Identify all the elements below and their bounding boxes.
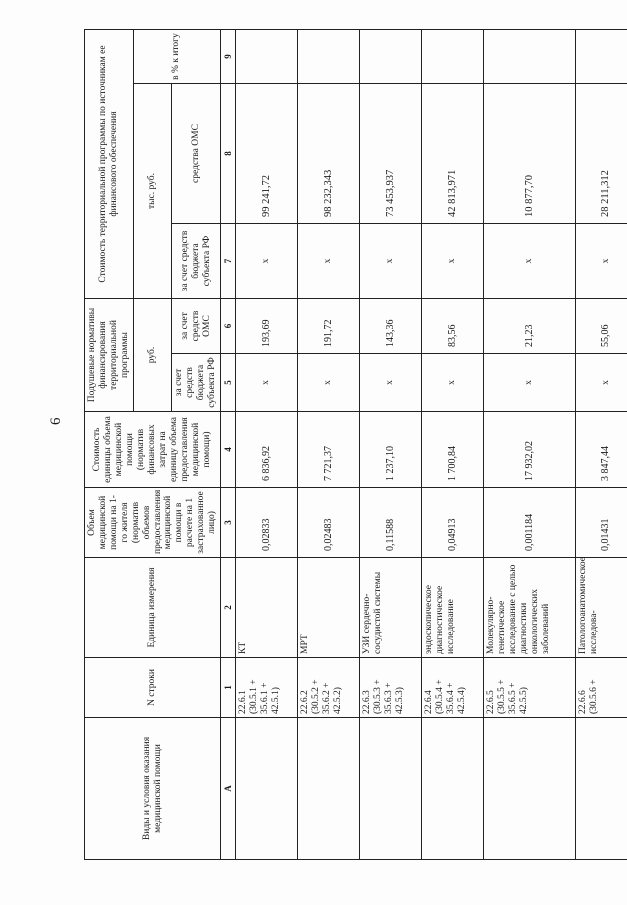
header-row-no: N строки [85,658,221,718]
cost-cell: 7 721,37 [298,412,360,488]
budget-rub-cell: х [484,354,576,412]
header-volume: Объем медицинской помощи на 1-го жителя (норматив объемов предоставления медицинской помощи в расчете на 1 застрахованное лицо) [85,488,221,558]
table-row [360,30,422,860]
table-row [422,30,484,860]
budget-rub-cell: х [422,354,484,412]
budget-rub-cell: х [360,354,422,412]
unit-cell: МРТ [298,558,360,658]
oms-thousand-cell: 99 241,72 [236,84,298,224]
type-cell [576,718,627,860]
unit-cell: эндоскопическое диагностическое исследование [422,558,484,658]
row-number-cell: 22.6.4 (30.5.4 + 35.6.4 + 42.5.4) [422,658,484,718]
column-number: 8 [221,84,236,224]
percent-cell [236,30,298,84]
table-row [484,30,576,860]
volume-cell: 0,02483 [298,488,360,558]
unit-cell: УЗИ сердечно-сосудистой системы [360,558,422,658]
column-number: 2 [221,558,236,658]
oms-thousand-cell: 98 232,343 [298,84,360,224]
row-number-cell: 22.6.2 (30.5.2 + 35.6.2 + 42.5.2) [298,658,360,718]
rotated-table-container [84,30,614,860]
table-row [298,30,360,860]
header-type: Виды и условия оказания медицинской помощи [85,718,221,860]
row-number-cell: 22.6.5 (30.5.5 + 35.6.5 + 42.5.5) [484,658,576,718]
column-number-row [221,30,236,860]
cost-cell: 6 836,92 [236,412,298,488]
header-rub: руб. [133,299,172,412]
page-number: 6 [48,417,64,425]
oms-thousand-cell: 10 877,70 [484,84,576,224]
header-percent: в % к итогу [133,30,220,84]
header-thousand-rub: тыс. руб. [133,84,172,299]
oms-thousand-cell: 42 813,971 [422,84,484,224]
column-number: 1 [221,658,236,718]
row-number-cell: 22.6.3 (30.5.3 + 35.6.3 + 42.5.3) [360,658,422,718]
header-budget-rub: за счет средств бюджета субъекта РФ [172,354,221,412]
type-cell [360,718,422,860]
unit-cell: КТ [236,558,298,658]
type-cell [236,718,298,860]
header-program-cost: Стоимость территориальной программы по источникам ее финансового обеспечения [85,30,134,299]
percent-cell [484,30,576,84]
volume-cell: 0,001184 [484,488,576,558]
table-row [576,30,627,860]
header-oms-rub: за счет средств ОМС [172,299,221,354]
oms-rub-cell: 21,23 [484,299,576,354]
medical-care-table [84,29,627,860]
budget-thousand-cell: х [576,224,627,299]
oms-rub-cell: 55,06 [576,299,627,354]
header-oms-thousand: средства ОМС [172,84,221,224]
column-number: 5 [221,354,236,412]
row-number-cell: 22.6.1 (30.5.1 + 35.6.1 + 42.5.1) [236,658,298,718]
oms-rub-cell: 193,69 [236,299,298,354]
budget-rub-cell: х [236,354,298,412]
volume-cell: 0,04913 [422,488,484,558]
cost-cell: 1 700,84 [422,412,484,488]
column-number: 3 [221,488,236,558]
column-number: А [221,718,236,860]
percent-cell [422,30,484,84]
budget-rub-cell: х [576,354,627,412]
column-number: 9 [221,30,236,84]
header-per-capita: Подушевые нормативы финансирования территориальной программы [85,299,134,412]
percent-cell [298,30,360,84]
type-cell [484,718,576,860]
cost-cell: 3 847,44 [576,412,627,488]
table-row [236,30,298,860]
header-unit: Единица измерения [85,558,221,658]
cost-cell: 1 237,10 [360,412,422,488]
budget-thousand-cell: х [422,224,484,299]
column-number: 6 [221,299,236,354]
unit-cell: Патологоанатомическое исследова- [576,558,627,658]
volume-cell: 0,01431 [576,488,627,558]
header-cost: Стоимость единицы объема медицинской помощи (норматив финансовых затрат на единицу объема предоставления медицинской помощи) [85,412,221,488]
oms-thousand-cell: 73 453,937 [360,84,422,224]
header-budget-thousand: за счет средств бюджета субъекта РФ [172,224,221,299]
volume-cell: 0,02833 [236,488,298,558]
unit-cell: Молекулярно-генетическое исследование с целью диагностики онкологических заболеваний [484,558,576,658]
budget-thousand-cell: х [236,224,298,299]
budget-thousand-cell: х [484,224,576,299]
volume-cell: 0,11588 [360,488,422,558]
budget-thousand-cell: х [360,224,422,299]
percent-cell [360,30,422,84]
budget-rub-cell: х [298,354,360,412]
column-number: 4 [221,412,236,488]
budget-thousand-cell: х [298,224,360,299]
row-number-cell: 22.6.6 (30.5.6 + [576,658,627,718]
oms-rub-cell: 83,56 [422,299,484,354]
percent-cell [576,30,627,84]
type-cell [298,718,360,860]
type-cell [422,718,484,860]
column-number: 7 [221,224,236,299]
cost-cell: 17 932,02 [484,412,576,488]
oms-rub-cell: 143,36 [360,299,422,354]
oms-thousand-cell: 28 211,312 [576,84,627,224]
oms-rub-cell: 191,72 [298,299,360,354]
